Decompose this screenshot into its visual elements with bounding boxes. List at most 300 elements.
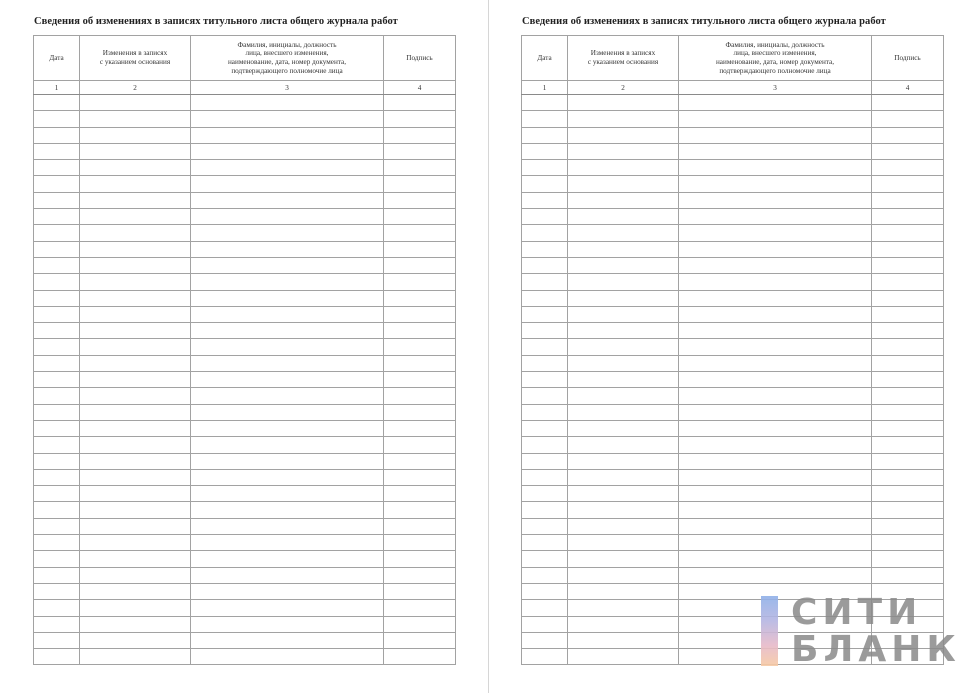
table-row — [34, 518, 456, 534]
cell-changes — [80, 535, 191, 551]
cell-date — [34, 143, 80, 159]
cell-signature — [384, 632, 456, 648]
cell-person — [191, 486, 384, 502]
cell-date — [522, 274, 568, 290]
cell-person — [191, 502, 384, 518]
cell-signature — [872, 127, 944, 143]
cell-changes — [568, 632, 679, 648]
cell-date — [34, 535, 80, 551]
cell-changes — [568, 306, 679, 322]
cell-person — [679, 469, 872, 485]
cell-signature — [384, 323, 456, 339]
cell-person — [679, 453, 872, 469]
table-row — [34, 160, 456, 176]
cell-signature — [872, 111, 944, 127]
cell-date — [34, 95, 80, 111]
cell-date — [34, 567, 80, 583]
cell-signature — [384, 649, 456, 665]
cell-changes — [80, 502, 191, 518]
column-header-signature: Подпись — [384, 36, 456, 81]
cell-date — [522, 518, 568, 534]
cell-person — [191, 306, 384, 322]
cell-date — [34, 388, 80, 404]
table-header-row — [522, 36, 944, 81]
cell-changes — [568, 616, 679, 632]
cell-signature — [384, 127, 456, 143]
cell-signature — [384, 257, 456, 273]
table-row — [522, 502, 944, 518]
cell-changes — [80, 95, 191, 111]
cell-changes — [80, 192, 191, 208]
table-row — [522, 420, 944, 436]
cell-signature — [384, 176, 456, 192]
table-row — [34, 420, 456, 436]
cell-person — [191, 176, 384, 192]
cell-date — [34, 225, 80, 241]
cell-date — [522, 257, 568, 273]
column-header-date: Дата — [522, 36, 568, 81]
cell-date — [522, 583, 568, 599]
table-row — [522, 225, 944, 241]
cell-changes — [80, 143, 191, 159]
cell-person — [191, 404, 384, 420]
table-row — [34, 111, 456, 127]
cell-person — [191, 127, 384, 143]
cell-changes — [80, 632, 191, 648]
cell-changes — [80, 372, 191, 388]
journal-table — [521, 35, 944, 665]
cell-person — [679, 437, 872, 453]
cell-date — [522, 502, 568, 518]
cell-date — [34, 632, 80, 648]
cell-date — [522, 632, 568, 648]
cell-changes — [568, 404, 679, 420]
cell-changes — [568, 502, 679, 518]
cell-changes — [80, 209, 191, 225]
cell-person — [679, 95, 872, 111]
cell-changes — [568, 95, 679, 111]
cell-date — [34, 437, 80, 453]
cell-date — [522, 306, 568, 322]
cell-changes — [568, 567, 679, 583]
cell-signature — [872, 355, 944, 371]
table-row — [34, 143, 456, 159]
cell-person — [679, 225, 872, 241]
cell-changes — [568, 437, 679, 453]
cell-signature — [872, 502, 944, 518]
cell-changes — [568, 535, 679, 551]
table-row — [34, 127, 456, 143]
cell-person — [191, 290, 384, 306]
logo-text-line2: БЛАНК — [791, 629, 961, 670]
cell-changes — [568, 225, 679, 241]
column-header-changes: Изменения в записях с указанием основания — [568, 36, 679, 81]
cell-date — [34, 192, 80, 208]
table-row — [34, 192, 456, 208]
cell-signature — [872, 535, 944, 551]
cell-changes — [80, 518, 191, 534]
table-row — [522, 535, 944, 551]
cell-person — [191, 111, 384, 127]
cell-changes — [80, 616, 191, 632]
cell-changes — [80, 567, 191, 583]
cell-signature — [872, 176, 944, 192]
cell-person — [191, 339, 384, 355]
page-title: Сведения об изменениях в записях титульного листа общего журнала работ — [522, 16, 886, 27]
cell-person — [679, 192, 872, 208]
table-row — [34, 404, 456, 420]
cell-date — [34, 306, 80, 322]
cell-date — [522, 323, 568, 339]
cell-changes — [568, 600, 679, 616]
column-number: 4 — [384, 81, 456, 95]
table-row — [34, 372, 456, 388]
cell-date — [34, 649, 80, 665]
cell-signature — [872, 225, 944, 241]
cell-signature — [384, 225, 456, 241]
page-title: Сведения об изменениях в записях титульного листа общего журнала работ — [34, 16, 398, 27]
cell-changes — [568, 453, 679, 469]
cell-signature — [872, 486, 944, 502]
cell-signature — [384, 567, 456, 583]
cell-date — [522, 143, 568, 159]
cell-signature — [872, 551, 944, 567]
column-number-row — [34, 81, 456, 95]
table-row — [522, 551, 944, 567]
cell-person — [191, 372, 384, 388]
cell-date — [34, 486, 80, 502]
cell-date — [522, 160, 568, 176]
cell-signature — [384, 306, 456, 322]
sitiblank-watermark-logo — [760, 592, 961, 670]
cell-signature — [872, 323, 944, 339]
cell-date — [34, 616, 80, 632]
cell-changes — [80, 290, 191, 306]
column-number: 2 — [568, 81, 679, 95]
table-row — [34, 567, 456, 583]
cell-signature — [384, 355, 456, 371]
cell-changes — [568, 388, 679, 404]
cell-person — [191, 616, 384, 632]
cell-changes — [568, 469, 679, 485]
cell-person — [679, 355, 872, 371]
cell-changes — [568, 192, 679, 208]
column-header-person: Фамилия, инициалы, должность лица, внесшего изменения, наименование, дата, номер документа, подтверждающего полномочие лица — [191, 36, 384, 81]
cell-person — [679, 551, 872, 567]
column-header-person: Фамилия, инициалы, должность лица, внесшего изменения, наименование, дата, номер документа, подтверждающего полномочие лица — [679, 36, 872, 81]
cell-changes — [568, 486, 679, 502]
cell-changes — [568, 420, 679, 436]
cell-signature — [384, 404, 456, 420]
cell-changes — [80, 649, 191, 665]
table-row — [34, 339, 456, 355]
cell-person — [679, 420, 872, 436]
cell-date — [34, 323, 80, 339]
cell-changes — [80, 160, 191, 176]
cell-changes — [568, 518, 679, 534]
cell-signature — [384, 192, 456, 208]
cell-date — [522, 567, 568, 583]
table-row — [34, 290, 456, 306]
cell-changes — [568, 274, 679, 290]
cell-changes — [80, 420, 191, 436]
cell-changes — [80, 404, 191, 420]
table-row — [34, 323, 456, 339]
table-row — [34, 95, 456, 111]
cell-person — [679, 290, 872, 306]
cell-date — [34, 404, 80, 420]
cell-signature — [384, 420, 456, 436]
cell-person — [679, 257, 872, 273]
cell-date — [34, 502, 80, 518]
cell-signature — [384, 469, 456, 485]
cell-date — [34, 176, 80, 192]
logo-text-line1: СИТИ — [791, 592, 923, 633]
table-row — [34, 241, 456, 257]
table-row — [34, 306, 456, 322]
cell-changes — [80, 257, 191, 273]
column-number: 1 — [522, 81, 568, 95]
cell-changes — [80, 339, 191, 355]
cell-person — [191, 567, 384, 583]
cell-signature — [384, 437, 456, 453]
cell-date — [522, 355, 568, 371]
table-row — [34, 486, 456, 502]
table-row — [522, 469, 944, 485]
cell-date — [34, 551, 80, 567]
table-row — [34, 176, 456, 192]
cell-person — [191, 600, 384, 616]
cell-date — [522, 437, 568, 453]
cell-signature — [872, 420, 944, 436]
cell-signature — [872, 241, 944, 257]
cell-date — [34, 600, 80, 616]
cell-signature — [872, 518, 944, 534]
cell-signature — [872, 143, 944, 159]
table-row — [34, 274, 456, 290]
cell-person — [679, 567, 872, 583]
cell-date — [522, 535, 568, 551]
table-row — [522, 274, 944, 290]
cell-changes — [80, 306, 191, 322]
cell-date — [522, 290, 568, 306]
cell-date — [34, 274, 80, 290]
table-row — [34, 437, 456, 453]
cell-changes — [80, 355, 191, 371]
cell-person — [191, 551, 384, 567]
cell-changes — [80, 551, 191, 567]
cell-date — [522, 176, 568, 192]
cell-signature — [384, 551, 456, 567]
cell-date — [34, 583, 80, 599]
cell-date — [34, 453, 80, 469]
cell-signature — [384, 95, 456, 111]
cell-date — [34, 469, 80, 485]
cell-person — [191, 469, 384, 485]
journal-table — [33, 35, 456, 665]
cell-changes — [568, 372, 679, 388]
table-row — [34, 453, 456, 469]
table-row — [522, 257, 944, 273]
cell-changes — [568, 339, 679, 355]
cell-changes — [568, 583, 679, 599]
cell-person — [191, 323, 384, 339]
table-row — [34, 649, 456, 665]
cell-signature — [384, 372, 456, 388]
cell-changes — [80, 437, 191, 453]
cell-date — [34, 111, 80, 127]
cell-signature — [872, 306, 944, 322]
cell-changes — [80, 176, 191, 192]
cell-date — [34, 160, 80, 176]
cell-date — [34, 257, 80, 273]
table-row — [34, 469, 456, 485]
cell-changes — [568, 143, 679, 159]
cell-signature — [384, 453, 456, 469]
cell-date — [522, 551, 568, 567]
cell-date — [522, 420, 568, 436]
cell-person — [191, 241, 384, 257]
cell-person — [191, 225, 384, 241]
column-header-date: Дата — [34, 36, 80, 81]
cell-signature — [384, 241, 456, 257]
table-row — [522, 372, 944, 388]
cell-changes — [80, 469, 191, 485]
table-row — [522, 453, 944, 469]
cell-date — [34, 420, 80, 436]
cell-changes — [568, 176, 679, 192]
cell-person — [679, 111, 872, 127]
cell-signature — [384, 160, 456, 176]
column-header-changes: Изменения в записях с указанием основания — [80, 36, 191, 81]
table-row — [34, 600, 456, 616]
cell-changes — [568, 241, 679, 257]
cell-person — [191, 453, 384, 469]
cell-signature — [384, 502, 456, 518]
cell-person — [191, 583, 384, 599]
cell-changes — [568, 209, 679, 225]
cell-signature — [384, 339, 456, 355]
cell-signature — [872, 453, 944, 469]
cell-signature — [872, 209, 944, 225]
cell-date — [34, 339, 80, 355]
cell-person — [191, 95, 384, 111]
cell-person — [191, 420, 384, 436]
table-row — [522, 437, 944, 453]
cell-date — [522, 95, 568, 111]
table-row — [34, 257, 456, 273]
cell-person — [679, 339, 872, 355]
cell-person — [679, 372, 872, 388]
cell-changes — [80, 453, 191, 469]
cell-signature — [872, 290, 944, 306]
cell-date — [522, 616, 568, 632]
cell-person — [679, 160, 872, 176]
cell-signature — [872, 372, 944, 388]
cell-date — [522, 192, 568, 208]
cell-signature — [384, 518, 456, 534]
cell-date — [522, 209, 568, 225]
cell-person — [679, 306, 872, 322]
table-row — [522, 160, 944, 176]
cell-date — [522, 404, 568, 420]
table-row — [34, 551, 456, 567]
cell-signature — [872, 404, 944, 420]
cell-person — [679, 388, 872, 404]
cell-person — [191, 518, 384, 534]
table-row — [522, 111, 944, 127]
cell-signature — [872, 192, 944, 208]
cell-signature — [384, 583, 456, 599]
cell-changes — [568, 257, 679, 273]
cell-person — [679, 209, 872, 225]
cell-changes — [568, 355, 679, 371]
cell-person — [679, 502, 872, 518]
table-row — [522, 355, 944, 371]
cell-person — [679, 127, 872, 143]
column-number: 1 — [34, 81, 80, 95]
cell-signature — [872, 160, 944, 176]
cell-changes — [568, 290, 679, 306]
cell-signature — [384, 111, 456, 127]
cell-changes — [80, 241, 191, 257]
table-row — [34, 355, 456, 371]
table-row — [522, 95, 944, 111]
cell-date — [522, 111, 568, 127]
cell-signature — [384, 616, 456, 632]
table-row — [522, 518, 944, 534]
table-row — [522, 339, 944, 355]
cell-signature — [872, 257, 944, 273]
table-row — [522, 209, 944, 225]
cell-person — [191, 388, 384, 404]
cell-changes — [568, 160, 679, 176]
cell-person — [191, 649, 384, 665]
cell-person — [191, 143, 384, 159]
journal-page-left — [0, 0, 488, 693]
cell-changes — [80, 486, 191, 502]
table-row — [522, 192, 944, 208]
cell-person — [679, 404, 872, 420]
table-row — [522, 290, 944, 306]
cell-person — [191, 355, 384, 371]
cell-signature — [384, 535, 456, 551]
column-number: 3 — [191, 81, 384, 95]
cell-person — [679, 176, 872, 192]
cell-signature — [384, 209, 456, 225]
table-row — [522, 388, 944, 404]
cell-changes — [80, 583, 191, 599]
cell-date — [522, 469, 568, 485]
cell-person — [191, 192, 384, 208]
cell-person — [191, 160, 384, 176]
cell-date — [522, 127, 568, 143]
journal-page-right — [489, 0, 977, 693]
column-number: 4 — [872, 81, 944, 95]
table-row — [522, 323, 944, 339]
cell-changes — [80, 388, 191, 404]
table-row — [34, 502, 456, 518]
cell-date — [522, 225, 568, 241]
cell-date — [522, 600, 568, 616]
table-row — [34, 535, 456, 551]
cell-person — [191, 632, 384, 648]
table-row — [34, 583, 456, 599]
cell-signature — [384, 600, 456, 616]
cell-person — [679, 241, 872, 257]
table-row — [522, 176, 944, 192]
cell-signature — [384, 290, 456, 306]
